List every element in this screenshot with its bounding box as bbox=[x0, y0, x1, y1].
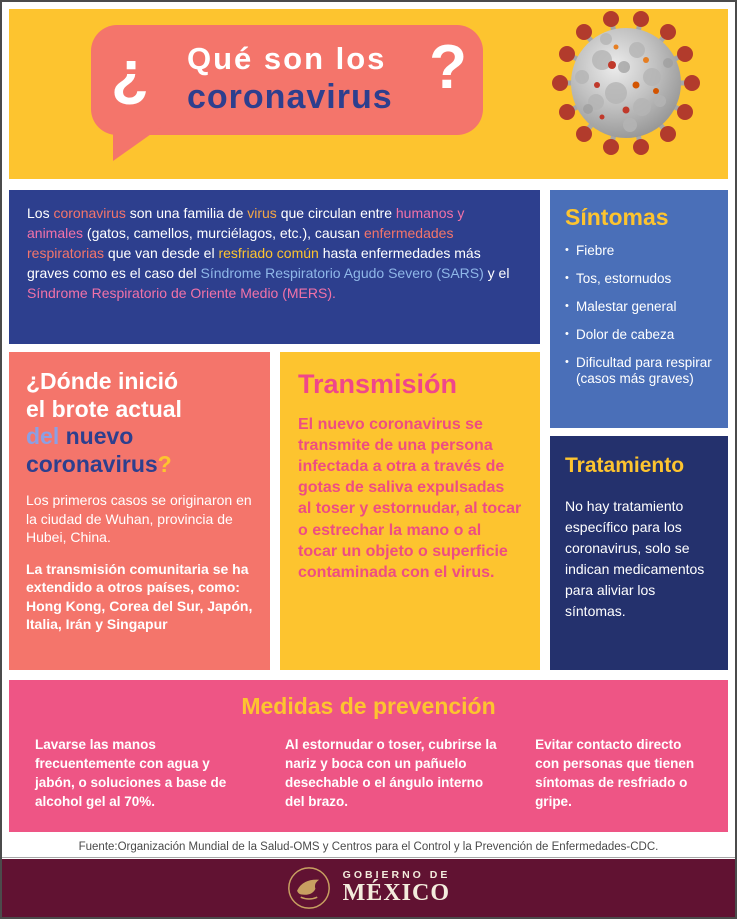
title-speech-bubble bbox=[91, 25, 483, 135]
prevention-box bbox=[9, 680, 728, 832]
origin-heading-del: del bbox=[26, 423, 66, 450]
origin-heading-line bbox=[26, 423, 253, 451]
intro-definition-box bbox=[9, 190, 540, 344]
outbreak-origin-box bbox=[9, 352, 270, 670]
government-line-2: MÉXICO bbox=[342, 880, 450, 907]
origin-heading-line: el brote actual bbox=[26, 395, 182, 422]
closing-question-mark: ? bbox=[429, 33, 467, 102]
coronavirus-particle-icon bbox=[540, 5, 712, 165]
transmission-body: El nuevo coronavirus se transmite de una persona infectada a otra a través de gotas de saliva expulsadas al toser y estornudar, al tocar o estrechar la mano o al tocar un objeto o superficie contaminada con el virus. bbox=[298, 416, 522, 581]
treatment-body: No hay tratamiento específico para los coronavirus, solo se indican medicamentos para aliviar los síntomas. bbox=[565, 498, 705, 619]
transmission-title: Transmisión bbox=[298, 369, 458, 399]
origin-heading-line bbox=[26, 451, 253, 479]
intro-paragraph bbox=[27, 204, 522, 303]
prevention-title: Medidas de prevención bbox=[241, 693, 496, 719]
symptom-item: • Malestar general bbox=[565, 299, 713, 316]
intro-segment: (gatos, camellos, murciélagos, etc.), causan bbox=[83, 224, 364, 241]
title-line-1: Qué son los bbox=[187, 41, 387, 76]
intro-segment: que circulan entre bbox=[276, 205, 396, 221]
prevention-columns bbox=[35, 735, 702, 812]
intro-segment-respiratory-diseases: enfermedades respiratorias bbox=[27, 224, 454, 261]
transmission-box bbox=[280, 352, 540, 670]
source-attribution: Fuente:Organización Mundial de la Salud-OMS y Centros para el Control y la Prevención de Enfermedades-CDC. bbox=[2, 835, 735, 858]
origin-heading-nuevo: nuevo bbox=[65, 423, 134, 450]
intro-segment: y el bbox=[483, 264, 510, 281]
header-band bbox=[9, 9, 728, 179]
origin-heading-coronavirus: coronavirus bbox=[26, 450, 158, 477]
treatment-title: Tratamiento bbox=[565, 454, 685, 477]
prevention-column-avoid-contact: Evitar contacto directo con personas que tienen síntomas de resfriado o gripe. bbox=[535, 737, 695, 810]
symptom-item: • Dolor de cabeza bbox=[565, 327, 713, 344]
intro-segment: hasta enfermedades más graves como es el caso del bbox=[27, 244, 481, 281]
treatment-box bbox=[550, 436, 728, 670]
title-line-2: coronavirus bbox=[187, 77, 393, 116]
symptom-item: • Fiebre bbox=[565, 243, 713, 260]
intro-segment: Los bbox=[27, 205, 54, 221]
intro-segment-coronavirus: coronavirus bbox=[53, 205, 126, 221]
symptoms-title: Síntomas bbox=[565, 204, 669, 230]
origin-heading-line: ¿Dónde inició bbox=[26, 368, 179, 394]
intro-segment-mers: Síndrome Respiratorio de Oriente Medio (MERS). bbox=[27, 284, 336, 301]
government-line-1: GOBIERNO DE bbox=[342, 869, 451, 882]
government-wordmark bbox=[343, 869, 451, 906]
government-footer-bar bbox=[2, 859, 735, 917]
origin-paragraph-1: Los primeros casos se originaron en la ciudad de Wuhan, provincia de Hubei, China. bbox=[26, 492, 252, 546]
opening-question-mark: ¿ bbox=[111, 39, 149, 108]
origin-paragraph-2: La transmisión comunitaria se ha extendido a otros países, como: Hong Kong, Corea del Sur, Japón, Italia, Irán y Singapur bbox=[26, 560, 253, 633]
origin-heading-question-mark: ? bbox=[157, 450, 172, 477]
intro-segment: son una familia de bbox=[125, 205, 248, 221]
symptom-item: • Tos, estornudos bbox=[565, 271, 713, 288]
intro-segment: que van desde el bbox=[104, 244, 219, 261]
symptoms-box bbox=[550, 190, 728, 428]
prevention-column-sneeze-etiquette: Al estornudar o toser, cubrirse la nariz y boca con un pañuelo desechable o el ángulo interno del brazo. bbox=[285, 737, 497, 810]
page-title bbox=[187, 41, 393, 117]
intro-segment-sars: Síndrome Respiratorio Agudo Severo (SARS) bbox=[200, 264, 484, 281]
intro-segment-virus: virus bbox=[247, 205, 277, 221]
symptom-item: • Dificultad para respirar (casos más graves) bbox=[565, 355, 713, 389]
origin-heading bbox=[26, 368, 253, 478]
intro-segment-common-cold: resfriado común bbox=[218, 244, 319, 261]
mexico-eagle-emblem-icon bbox=[287, 866, 331, 910]
prevention-column-handwashing: Lavarse las manos frecuentemente con agua y jabón, o soluciones a base de alcohol gel al 70%. bbox=[35, 737, 227, 810]
intro-segment-humans-animals: humanos y animales bbox=[27, 205, 465, 241]
